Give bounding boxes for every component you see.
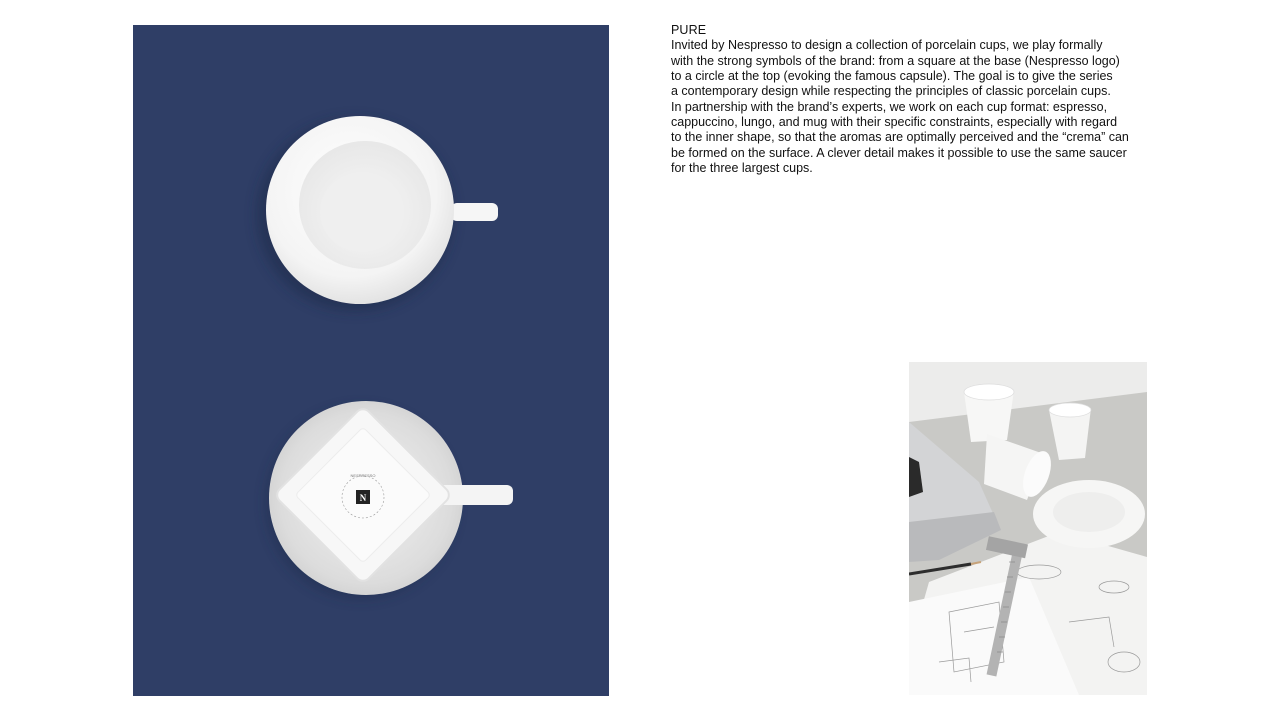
description-line: a contemporary design while respecting the principles of classic porcelain cups. — [671, 84, 1111, 99]
product-image — [133, 25, 609, 696]
description-line: to a circle at the top (evoking the famous capsule). The goal is to give the series — [671, 69, 1113, 84]
description-line: with the strong symbols of the brand: from a square at the base (Nespresso logo) — [671, 53, 1120, 68]
top-cup-handle — [451, 203, 498, 221]
workshop-image — [909, 362, 1147, 695]
description-line: to the inner shape, so that the aromas are optimally perceived and the “crema” can — [671, 130, 1129, 145]
description-line: In partnership with the brand’s experts, we work on each cup format: espresso, — [671, 99, 1108, 114]
description-line: Invited by Nespresso to design a collection of porcelain cups, we play formally — [671, 38, 1103, 53]
description-line: cappuccino, lungo, and mug with their specific constraints, especially with regard — [671, 115, 1118, 130]
workshop-image-art — [909, 362, 1147, 695]
stamp-brand-text: NESPRESSO — [350, 473, 376, 478]
description-line: for the three largest cups. — [671, 161, 813, 176]
description-paragraph — [671, 38, 1153, 176]
product-image-art — [133, 25, 609, 696]
project-title: PURE — [671, 23, 707, 37]
logo-letter: N — [359, 493, 367, 503]
top-cup-bottom — [320, 172, 404, 252]
project-description — [671, 23, 1153, 176]
description-line: be formed on the surface. A clever detail makes it possible to use the same saucer — [671, 145, 1127, 160]
